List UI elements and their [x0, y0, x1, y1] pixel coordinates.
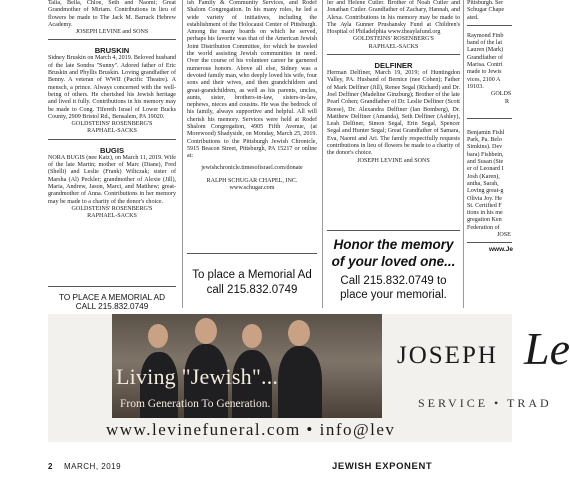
obituary-column-4 [467, 0, 512, 254]
obituary-text-cropped [467, 0, 512, 22]
ad-contact-line[interactable]: www.levinefuneral.com • info@lev [106, 420, 396, 439]
honor-memory-callout [327, 230, 460, 302]
text-line: antha, Sarah, [467, 180, 499, 187]
text-line: 19103. [467, 83, 484, 90]
website-link[interactable]: www.Je [489, 246, 513, 254]
text-line: St. Certified F [467, 202, 502, 209]
text-line: Lauren (Mark) [467, 47, 504, 54]
text-line: Marisa. Contri [467, 62, 503, 69]
obituary-column-1 [48, 0, 176, 220]
obituary-text: ish Family & Community Services, and Rodef Shalom Congregation. In his many roles, he led a wide variety of initiatives, including the establishment of the Holocaust Center of Pittsburgh. Among the many boards on which he served, perhaps his favorite was that of the American Jewish Joint Distribution Committee, for which he traveled the world assisting Jewish communities in need. Over the course of his volunteer career he garnered numerous honors. Above all else, Sidney was a devoted family man, who deeply loved his wife, four sons and their wives, and then grandchildren and great-grandchildren, as well as his parents, uncles, aunts, sister, brothers-in-law, sisters-in-law, nephews, nieces and cousins. He was the bedrock of his family, always supportive and helpful. All will cherish his memory. Services were held at Rodef Shalom Congregation, 4905 Fifth Avenue, (at Morewood) Shadyside, on Monday, March 25, 2019. Contributions to the Pittsburgh Jewish Chronicle, 5915 Beacon Street, Pittsburgh, PA 15217 or online at: [187, 0, 317, 160]
ad-subline: From Generation To Generation. [120, 398, 271, 410]
funeral-home-website[interactable]: www.schugar.com [229, 185, 275, 192]
column-rule [463, 0, 464, 308]
person-figure [278, 346, 322, 418]
funeral-home-signature: GOLDS [491, 91, 512, 98]
memorial-ad-callout [48, 286, 176, 311]
callout-phone: CALL 215.832.0749 [75, 302, 149, 312]
obituary-text-cropped [467, 33, 512, 91]
obituary-text: ler and Helene Cutler. Brother of Noah Cutler and Jonathan Cutler. Grandfather of Zachary, Hannah, and Alexa. Contributions in his memory may be made to The Ayla Gunner Prushansky Fund at Children's Hospital of Philadelphia www.theaylafund.org [327, 0, 460, 36]
text-line: er of Leonard I [467, 166, 504, 173]
text-line: band of the lat [467, 40, 503, 47]
text-line: Schugar Chape [467, 7, 505, 14]
divider [48, 39, 176, 40]
call-line: place your memorial. [340, 289, 447, 301]
text-line: Federation of [467, 224, 500, 231]
text-line: ated. [467, 14, 479, 21]
obituary-name-heading: BUGIS [99, 145, 125, 155]
text-line: Olivia Joy. He [467, 195, 502, 202]
funeral-home-signature: JOSEPH LEVINE and SONS [75, 29, 149, 36]
funeral-home-signature: RAPHAEL-SACKS [87, 128, 137, 135]
funeral-home-signature: RALPH SCHUGAR CHAPEL, INC. [206, 177, 298, 184]
obituary-column-2 [187, 0, 317, 192]
obituary-text: NORA BUGIS (nee Katz), on March 11, 2019. Wife of the late Martin; mother of Marc (Diane), Fred (Shelli) and Leslie (Frank) Wiltczak; sister of Marsha (Al) Peckler; grandmother of Alexie (Jill), Maria, Andrew, Jason, Marci, and Matthew; great-grandmother of Anna. Contributions in her memory may be made to a charity of the donor's choice. [48, 154, 176, 205]
funeral-home-advertisement[interactable] [48, 314, 570, 442]
honor-line: of your loved one... [331, 254, 456, 269]
obituary-text: Herman Delfiner, March 19, 2019; of Huntingdon Valley, PA. Husband of Bernice (nee Cohen); Father of Mark Delfiner (Jill), Renee Segal (Richard) and Dr. Joel Delfiner (Madeline Ginzburg); Brother of the late Pearl Cohen; Grandfather of Dr. Leslie Delfiner (Scott Reese), Dr. Alexandra Delfiner (Ian Bomberg), Dr. Matthew Delfiner (Amanda), Seth Delfiner (Ashley), Leah Delfiner, Simon Segal, Erin Segal, Spencer Segal and Hunter Segal; Great Grandfather of Samara, Eva, Naomi and Ari. The family respectfully requests contributions in lieu of flowers be made to a charity of the donor's choice. [327, 70, 461, 157]
brand-logo-script: Le [524, 323, 570, 374]
text-line: vices, 2100 A [467, 76, 501, 83]
text-line: and Susan (Ste [467, 159, 504, 166]
obituary-text-cropped [467, 130, 512, 232]
call-line: Call 215.832.0749 to [340, 275, 447, 287]
page-footer [48, 462, 512, 476]
text-line: Josh (Karen), [467, 173, 500, 180]
text-line: Benjamin Fishl [467, 129, 505, 136]
text-line: Simkins). Dev [467, 144, 503, 151]
funeral-home-signature: GOLDSTEINS' ROSENBERG'S [71, 205, 153, 212]
text-line: tions in his me [467, 210, 503, 217]
memorial-ad-callout [187, 253, 317, 298]
obituary-name-heading: DELFINER [374, 61, 413, 71]
person-head [148, 324, 168, 348]
person-head [242, 324, 262, 348]
callout-line: TO PLACE A MEMORIAL AD [58, 293, 165, 302]
text-line: Grandfather of [467, 54, 504, 61]
text-line: bara) Fishbein, [467, 151, 504, 158]
callout-phone: call 215.832.0749 [206, 284, 298, 296]
text-line: made to Jewis [467, 69, 502, 76]
obituary-column-3 [327, 0, 460, 165]
page-number: 2 [48, 462, 53, 471]
obituary-text: Talia, Bella, Chloe, Seth and Naomi; Great Grandmother of Miriam. Contributions in lieu of flowers be made to The Jack M. Barrack Hebrew Academy. [48, 0, 176, 28]
divider [467, 118, 512, 119]
funeral-home-signature: JOSEPH LEVINE and SONS [357, 157, 430, 164]
callout-line: To place a Memorial Ad [192, 269, 312, 281]
text-line: Loving great-g [467, 188, 504, 195]
donation-link[interactable]: jewishchronicle.timesofisrael.com/donate [201, 164, 303, 171]
issue-date: MARCH, 2019 [64, 462, 122, 471]
ad-headline: Living "Jewish"... [116, 364, 279, 389]
publication-name: JEWISH EXPONENT [332, 461, 433, 472]
text-line: Pittsburgh. Ser [467, 0, 504, 6]
person-head [288, 320, 310, 346]
honor-line: Honor the memory [333, 237, 454, 252]
text-line: Raymond Finb [467, 32, 504, 39]
funeral-home-signature: GOLDSTEINS' ROSENBERG'S [71, 121, 153, 128]
brand-name: JOSEPH [397, 342, 498, 369]
funeral-home-signature: R [505, 98, 510, 105]
funeral-home-signature: RAPHAEL-SACKS [87, 213, 137, 220]
text-line: gregation Ken [467, 217, 502, 224]
obituary-text: Sidney Bruskin on March 4, 2019. Beloved husband of the late Sondra "Sunny". Adored father of Eric Bruskin and Phyllis Bruskin. Loving grandfather of Benny. A veteran of WWII (Pacific Theatre). A mensch, a prince. Always concerned with the well-being of others. He cherished his Jewish heritage and lived it fully. Contributions in his memory may be made to Cong. Tifereth Israel of Lower Bucks County, 2909 Bristol Rd., Bensalem, PA 19020. [48, 55, 176, 120]
divider [467, 242, 512, 243]
ad-tagline: SERVICE • TRAD [418, 396, 552, 410]
divider [467, 25, 512, 26]
text-line: Park, Pa. Belo [467, 137, 502, 144]
divider [48, 139, 176, 140]
funeral-home-signature: JOSE [497, 232, 511, 239]
column-rule [182, 0, 183, 308]
funeral-home-signature: RAPHAEL-SACKS [368, 43, 419, 50]
obituary-name-heading: BRUSKIN [94, 46, 130, 56]
funeral-home-signature: GOLDSTEINS' ROSENBERG'S [353, 36, 434, 43]
person-head [195, 318, 217, 344]
divider [327, 54, 460, 55]
column-rule [322, 0, 323, 308]
